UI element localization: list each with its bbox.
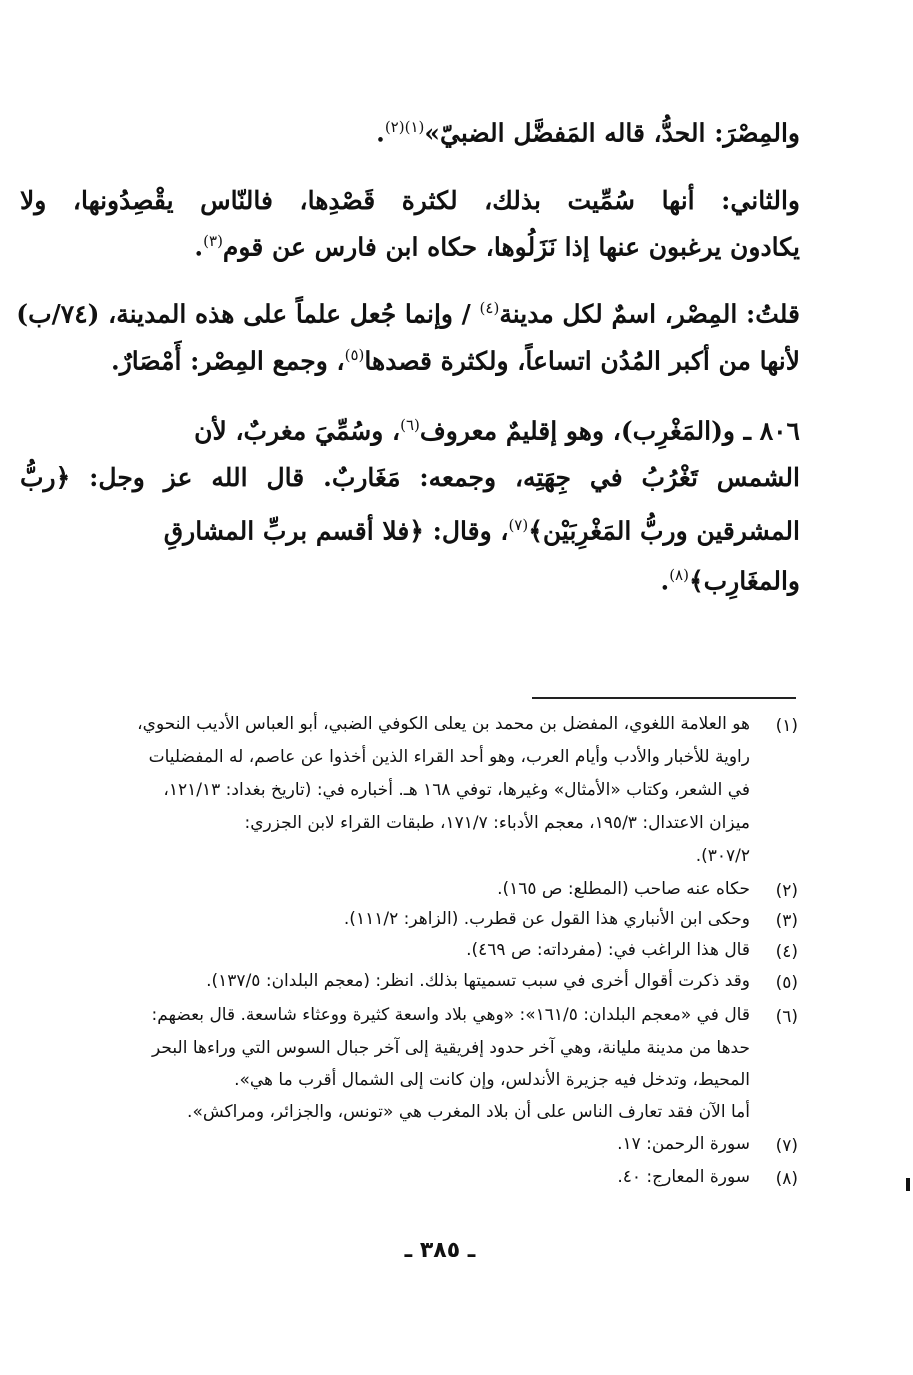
body-line-text: والمغَارِب﴾ [688,566,800,596]
body-line [20,118,800,148]
footnote-number: (٥) [775,973,798,993]
footnote-line: قال في «معجم البلدان: ١٦١/٥»: «وهي بلاد واسعة كثيرة ووعثاء شاسعة. قال بعضهم: [151,1005,750,1025]
body-line-tail: . [376,118,385,148]
footnote-line: سورة الرحمن: ١٧. [617,1134,750,1154]
footnote-line: في الشعر، وكتاب «الأمثال» وغيرها، توفي ١٦٨ هـ. أخباره في: (تاريخ بغداد: ١٢١/١٣، [163,780,750,800]
body-line-text: والثاني: أنها سُمِّيت بذلك، لكثرة قَصْدِها، فالنّاس يقْصِدُونها، ولا [20,186,800,215]
body-line [20,346,800,376]
footnote-line: هو العلامة اللغوي، المفضل بن محمد بن يعلى الكوفي الضبي، أبو العباس الأديب النحوي، [137,714,750,734]
footnote-line: راوية للأخبار والأدب وأيام العرب، وهو أحد القراء الذين أخذوا عن عاصم، له المفضليات [148,747,750,767]
body-line-tail: . [660,566,670,596]
footnote-number: (٨) [775,1169,798,1189]
footnote-line: وحكى ابن الأنباري هذا القول عن قطرب. (الزاهر: ١١١/٢). [343,909,750,929]
body-line-tail: ، وسُمِّيَ مغربٌ، لأن [194,416,401,446]
body-line-tail: . [194,232,204,262]
footnote-line: حكاه عنه صاحب (المطلع: ص ١٦٥). [497,879,750,899]
body-line [20,188,800,213]
footnote-ref: (٣) [203,232,223,250]
body-line-text: قلتُ: المِصْر، اسمٌ لكل مدينة [499,299,800,329]
footnote-number: (٧) [775,1136,798,1156]
body-line [20,416,800,446]
footnote-line: ميزان الاعتدال: ١٩٥/٣، معجم الأدباء: ١٧١/٧، طبقات القراء لابن الجزري: [244,813,750,833]
footnote-ref: (٦) [400,416,420,434]
body-line-text: ٨٠٦ ـ و(المَغْرِب)، وهو إقليمٌ معروف [419,416,800,446]
body-line-tail: ، وقال: ﴿فلا أقسم بربِّ المشارقِ [163,516,509,546]
body-line-tail: ، وجمع المِصْر: أَمْصَارٌ. [111,346,345,376]
footnote-ref: (١)(٢) [384,118,425,136]
body-line [20,465,800,490]
footnote-line: سورة المعارج: ٤٠. [617,1167,750,1187]
footnote-number: (١) [775,716,798,736]
body-line-text: والمِصْرَ: الحدُّ، قاله المَفضَّل الضبيّ» [424,118,800,148]
page-number: ـ ٣٨٥ ـ [404,1238,476,1263]
footnote-line: ٣٠٧/٢). [695,846,750,866]
footnote-line: وقد ذكرت أقوال أخرى في سبب تسميتها بذلك. انظر: (معجم البلدان: ١٣٧/٥). [206,971,750,991]
footnote-line: قال هذا الراغب في: (مفرداته: ص ٤٦٩). [466,940,750,960]
footnote-number: (٦) [775,1007,798,1027]
body-line [20,566,800,596]
body-line-text: الشمس تَغْرُبُ في جِهَتِه، وجمعه: مَغَاربٌ. قال الله عز وجل: ﴿ربُّ [20,463,800,492]
body-line [20,516,800,546]
body-line [20,232,800,262]
footnote-line: أما الآن فقد تعارف الناس على أن بلاد المغرب هي «تونس، والجزائر، ومراكش». [187,1102,750,1122]
body-line [16,299,800,329]
footnote-number: (٢) [775,881,798,901]
footnote-ref: (٥) [344,346,365,364]
body-line-tail: / وإنما جُعل علماً على هذه المدينة، (٧٤/ب) [16,299,480,329]
body-line-text: المشرقين وربُّ المَغْرِبَيْن﴾ [528,516,800,546]
body-line-text: يكادون يرغبون عنها إذا نَزَلُوها، حكاه ابن فارس عن قوم [222,232,800,262]
footnote-ref: (٧) [508,516,529,534]
margin-mark [906,1178,910,1191]
footnote-line: حدها من مدينة مليانة، وهي آخر حدود إفريقية إلى آخر جبال السوس التي وراءها البحر [152,1038,750,1058]
footnote-number: (٣) [775,911,798,931]
footnote-line: المحيط، وتدخل فيه جزيرة الأندلس، وإن كانت إلى الشمال أقرب ما هي». [234,1070,750,1090]
footnote-number: (٤) [775,942,798,962]
footnote-ref: (٨) [669,566,689,584]
footnote-ref: (٤) [479,299,500,317]
footnote-separator [532,697,796,699]
body-line-text: لأنها من أكبر المُدُن اتساعاً، ولكثرة قصدها [364,346,800,376]
